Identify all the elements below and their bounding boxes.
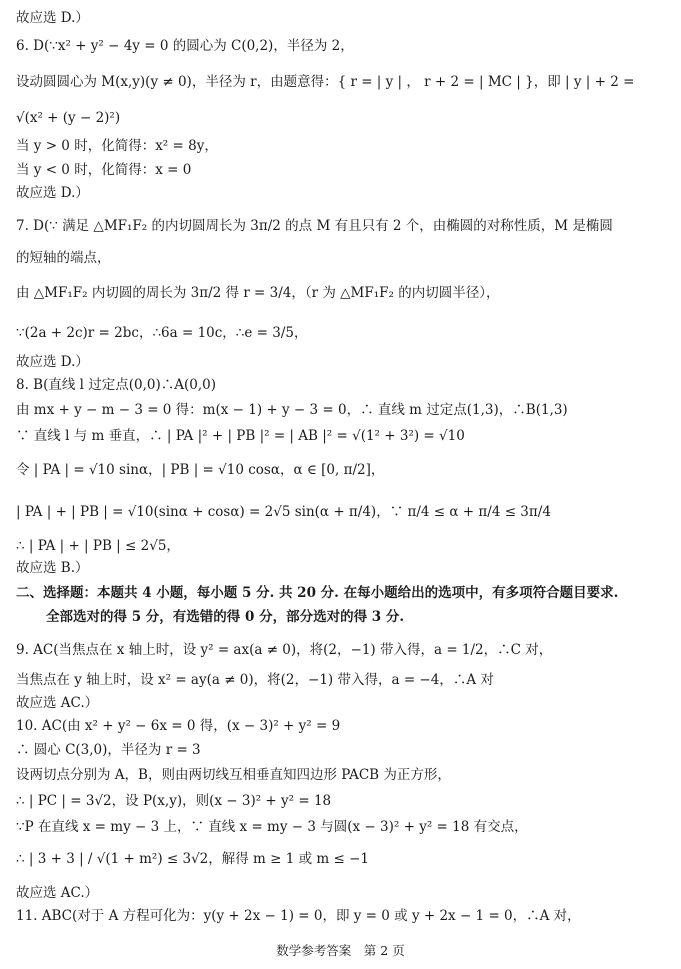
text-line: 故应选 B.） xyxy=(16,560,89,576)
text-line: 设两切点分别为 A，B，则由两切线互相垂直知四边形 PACB 为正方形， xyxy=(16,767,451,783)
text-line: 7. D(∵ 满足 △MF₁F₂ 的内切圆周长为 3π/2 的点 M 有且只有 2 个，由椭圆的对称性质，M 是椭圆 xyxy=(16,218,613,234)
text-line: 8. B(直线 l 过定点(0,0)∴A(0,0) xyxy=(16,377,217,393)
text-line: 设动圆圆心为 M(x,y)(y ≠ 0)，半径为 r，由题意得：{ r = | y | ， r + 2 = | MC | }，即 | y | + 2 = xyxy=(16,74,635,90)
text-line: √(x² + (y − 2)²) xyxy=(16,110,121,126)
text-line: ∴ | 3 + 3 | / √(1 + m²) ≤ 3√2，解得 m ≥ 1 或 m ≤ −1 xyxy=(16,851,370,867)
text-line: ∴ 圆心 C(3,0)，半径为 r = 3 xyxy=(16,742,201,758)
section-heading-cont: 全部选对的得 5 分，有选错的得 0 分，部分选对的得 3 分. xyxy=(46,609,405,625)
section-heading: 二、选择题：本题共 4 小题，每小题 5 分. 共 20 分. 在每小题给出的选项中，有多项符合题目要求. xyxy=(16,585,619,601)
text-line: | PA | + | PB | = √10(sinα + cosα) = 2√5 sin(α + π/4)，∵ π/4 ≤ α + π/4 ≤ 3π/4 xyxy=(16,504,551,520)
text-line: 当 y > 0 时，化简得：x² = 8y， xyxy=(16,138,218,154)
text-line: 10. AC(由 x² + y² − 6x = 0 得，(x − 3)² + y² = 9 xyxy=(16,718,341,734)
text-line: 的短轴的端点， xyxy=(16,250,111,266)
text-line: 由 mx + y − m − 3 = 0 得：m(x − 1) + y − 3 = 0，∴ 直线 m 过定点(1,3)，∴B(1,3) xyxy=(16,402,568,418)
text-line: 当 y < 0 时，化简得：x = 0 xyxy=(16,162,192,178)
text-line: 当焦点在 y 轴上时，设 x² = ay(a ≠ 0)，将(2，−1) 带入得，a = −4，∴A 对 xyxy=(16,672,494,688)
text-line: ∵ 直线 l 与 m 垂直，∴ | PA |² + | PB |² = | AB |² = √(1² + 3²) = √10 xyxy=(16,428,465,444)
text-line: 6. D(∵x² + y² − 4y = 0 的圆心为 C(0,2)，半径为 2， xyxy=(16,38,354,54)
text-line: 故应选 D.） xyxy=(16,10,89,26)
text-line: 由 △MF₁F₂ 内切圆的周长为 3π/2 得 r = 3/4，（r 为 △MF₁F₂ 的内切圆半径）， xyxy=(16,285,500,301)
text-line: 故应选 AC.） xyxy=(16,695,99,711)
text-line: 故应选 AC.） xyxy=(16,885,99,901)
text-line: ∴ | PC | = 3√2，设 P(x,y)，则(x − 3)² + y² = 18 xyxy=(16,793,332,809)
page-footer: 数学参考答案 第 2 页 xyxy=(276,943,405,958)
text-line: 9. AC(当焦点在 x 轴上时，设 y² = ax(a ≠ 0)，将(2，−1) 带入得，a = 1/2，∴C 对， xyxy=(16,642,553,658)
text-line: ∴ | PA | + | PB | ≤ 2√5， xyxy=(16,538,180,554)
text-line: 11. ABC(对于 A 方程可化为：y(y + 2x − 1) = 0，即 y = 0 或 y + 2x − 1 = 0，∴A 对， xyxy=(16,908,581,924)
text-line: 令 | PA | = √10 sinα，| PB | = √10 cosα，α ∈ [0, π/2]， xyxy=(16,462,385,478)
text-line: 故应选 D.） xyxy=(16,185,89,201)
text-line: ∵(2a + 2c)r = 2bc，∴6a = 10c，∴e = 3/5， xyxy=(16,325,308,341)
text-line: ∵P 在直线 x = my − 3 上，∵ 直线 x = my − 3 与圆(x − 3)² + y² = 18 有交点， xyxy=(16,819,528,835)
text-line: 故应选 D.） xyxy=(16,354,89,370)
